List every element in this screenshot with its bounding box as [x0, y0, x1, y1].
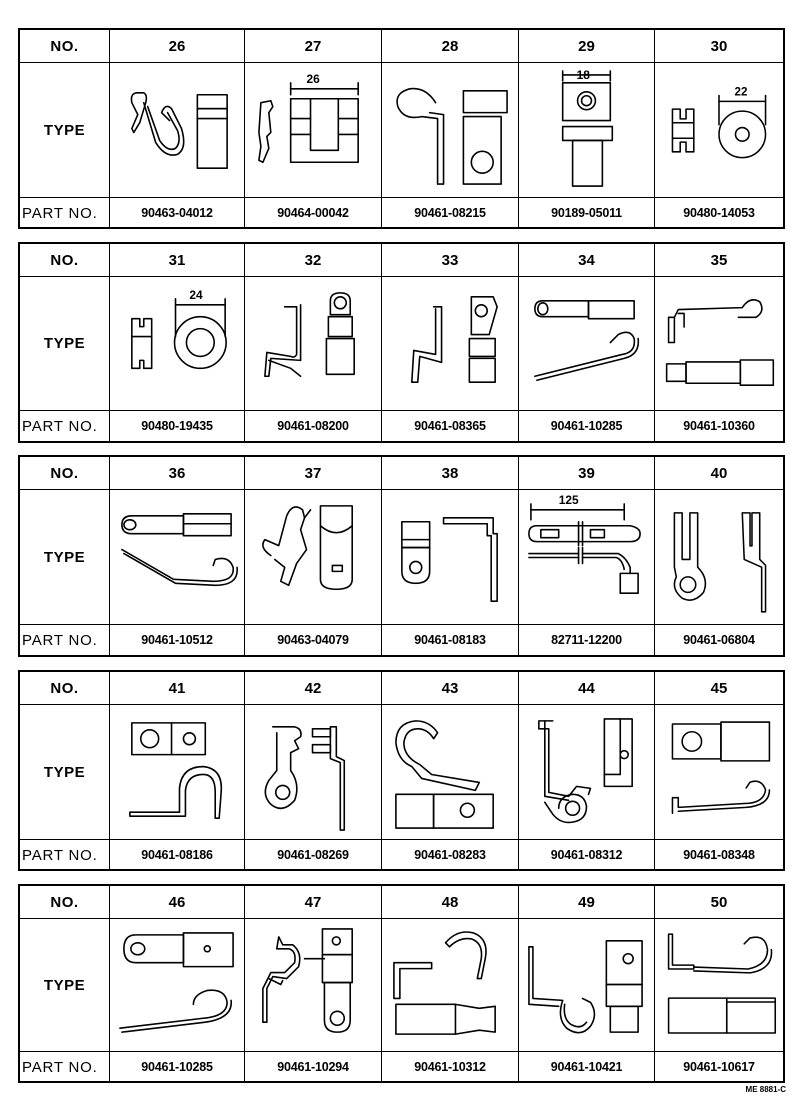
type-row — [20, 705, 783, 840]
part-number: 90461-10617 — [683, 1060, 755, 1074]
part-number: 90461-10285 — [110, 1052, 245, 1082]
no-label: NO. — [20, 457, 110, 489]
item-number: 45 — [710, 679, 728, 697]
part-number: 90461-08269 — [245, 840, 382, 870]
loop-clamp-bracket-icon — [382, 63, 519, 197]
item-number: 33 — [382, 244, 519, 276]
number-row — [20, 886, 783, 919]
part-number: 90461-08365 — [382, 411, 519, 441]
part-number-row — [20, 1052, 783, 1082]
type-row — [20, 277, 783, 411]
part-number: 90189-05011 — [519, 198, 655, 228]
part-number: 90463-04079 — [245, 625, 382, 655]
two-hole-loop-clamp-icon — [110, 705, 245, 839]
parts-table-26-30 — [18, 28, 785, 229]
dimension-label: 18 — [576, 67, 590, 82]
item-number: 40 — [710, 464, 728, 482]
part-number: 90461-10512 — [110, 625, 245, 655]
part-number: 90461-10294 — [245, 1052, 382, 1082]
ring-terminal-clip-icon — [655, 490, 783, 624]
bent-bracket-clamp-icon — [382, 277, 519, 410]
tab-hook-clamp-icon — [519, 277, 655, 410]
item-number: 28 — [382, 30, 519, 62]
item-number: 27 — [245, 30, 382, 62]
part-number: 90461-08183 — [382, 625, 519, 655]
wire-hook-clip-icon — [110, 63, 245, 197]
cable-tie-icon — [519, 490, 655, 624]
spring-bracket-clamp-icon — [245, 919, 382, 1051]
item-number: 32 — [245, 244, 382, 276]
part-number: 82711-12200 — [519, 625, 655, 655]
grommet-icon — [655, 63, 783, 197]
no-label: NO. — [20, 244, 110, 276]
part-number: 90461-10360 — [683, 419, 755, 433]
part-no-label: PART NO. — [20, 198, 110, 228]
type-row — [20, 63, 783, 198]
item-number: 31 — [110, 244, 245, 276]
type-label: TYPE — [20, 919, 110, 1051]
item-number: 48 — [382, 886, 519, 918]
parts-table-46-50 — [18, 884, 785, 1083]
square-nut-clip-icon — [519, 63, 655, 197]
part-no-label: PART NO. — [20, 840, 110, 870]
dimension-label: 22 — [734, 85, 748, 99]
type-row — [20, 490, 783, 625]
part-number: 90461-10312 — [382, 1052, 519, 1082]
hook-bracket-clamp-icon — [655, 919, 783, 1051]
type-label: TYPE — [20, 705, 110, 839]
type-label: TYPE — [20, 490, 110, 624]
item-number: 42 — [245, 672, 382, 704]
part-no-label: PART NO. — [20, 1052, 110, 1082]
item-number: 36 — [110, 457, 245, 489]
item-number: 43 — [382, 672, 519, 704]
tab-hook-clamp-icon — [110, 919, 245, 1051]
part-number: 90461-08348 — [683, 848, 755, 862]
part-number: 90461-10421 — [519, 1052, 655, 1082]
grommet-icon — [110, 277, 245, 410]
item-number: 37 — [245, 457, 382, 489]
item-number: 50 — [710, 893, 728, 911]
hook-two-hole-clamp-icon — [382, 705, 519, 839]
part-number: 90480-19435 — [110, 411, 245, 441]
no-label: NO. — [20, 672, 110, 704]
dimension-label: 24 — [189, 287, 203, 302]
part-number-row — [20, 840, 783, 870]
part-number: 90464-00042 — [245, 198, 382, 228]
part-number: 90463-04012 — [110, 198, 245, 228]
hook-flat-clamp-icon — [382, 919, 519, 1051]
item-number: 49 — [519, 886, 655, 918]
no-label: NO. — [20, 30, 110, 62]
tab-hook-clamp-icon — [655, 705, 783, 839]
spring-clip-icon — [245, 490, 382, 624]
dimension-label: 125 — [558, 492, 579, 507]
figure-code: ME 8881-C — [745, 1085, 786, 1094]
item-number: 30 — [710, 37, 728, 55]
item-number: 38 — [382, 457, 519, 489]
item-number: 47 — [245, 886, 382, 918]
number-row — [20, 457, 783, 490]
number-row — [20, 672, 783, 705]
dimension-label: 26 — [306, 71, 320, 86]
parts-table-41-45 — [18, 670, 785, 871]
part-no-label: PART NO. — [20, 411, 110, 441]
item-number: 46 — [110, 886, 245, 918]
bracket-clamp-icon — [382, 490, 519, 624]
part-number: 90461-08215 — [382, 198, 519, 228]
part-number: 90461-08186 — [110, 840, 245, 870]
tab-hook-clamp-icon — [110, 490, 245, 624]
item-number: 29 — [519, 30, 655, 62]
part-no-label: PART NO. — [20, 625, 110, 655]
item-number: 39 — [519, 457, 655, 489]
item-number: 35 — [710, 251, 728, 269]
part-number-row — [20, 411, 783, 441]
hook-ring-clamp-icon — [245, 705, 382, 839]
loop-bracket-clamp-icon — [519, 919, 655, 1051]
number-row — [20, 244, 783, 277]
type-row — [20, 919, 783, 1052]
flat-clip-icon — [245, 63, 382, 197]
parts-table-31-35 — [18, 242, 785, 443]
item-number: 26 — [110, 30, 245, 62]
bent-bracket-clamp-icon — [245, 277, 382, 410]
part-number: 90461-08312 — [519, 840, 655, 870]
type-label: TYPE — [20, 63, 110, 197]
part-number-row — [20, 198, 783, 228]
loop-hook-clamp-icon — [655, 277, 783, 410]
bent-bracket-clamp-icon — [519, 705, 655, 839]
part-number: 90480-14053 — [683, 206, 755, 220]
part-number: 90461-08283 — [382, 840, 519, 870]
no-label: NO. — [20, 886, 110, 918]
item-number: 41 — [110, 672, 245, 704]
part-number: 90461-10285 — [519, 411, 655, 441]
part-number: 90461-08200 — [245, 411, 382, 441]
part-number: 90461-06804 — [683, 633, 755, 647]
number-row — [20, 30, 783, 63]
item-number: 44 — [519, 672, 655, 704]
part-number-row — [20, 625, 783, 655]
type-label: TYPE — [20, 277, 110, 410]
parts-table-36-40 — [18, 455, 785, 657]
item-number: 34 — [519, 244, 655, 276]
